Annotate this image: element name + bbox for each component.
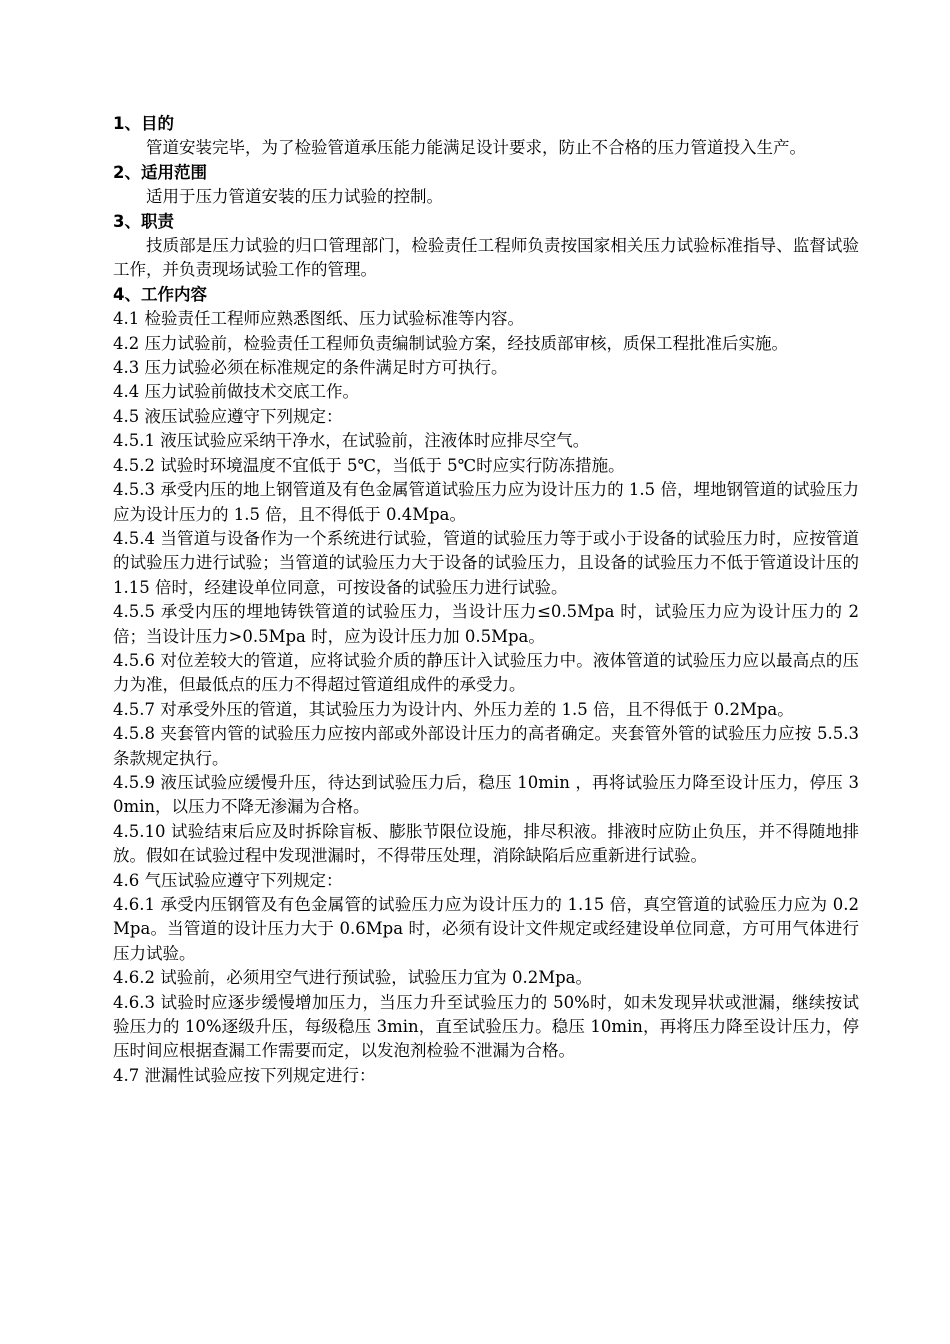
clause-4-3: 4.3 压力试验必须在标准规定的条件满足时方可执行。 bbox=[113, 358, 508, 378]
clause-4-5-4: 4.5.4 当管道与设备作为一个系统进行试验，管道的试验压力等于或小于设备的试验压力时，应按管道的试验压力进行试验；当管道的试验压力大于设备的试验压力，且设备的试验压力不低于管道设计压的 1.15 倍时，经建设单位同意，可按设备的试验压力进行试验。 bbox=[113, 528, 859, 597]
clause-4-5-2: 4.5.2 试验时环境温度不宜低于 5℃，当低于 5℃时应实行防冻措施。 bbox=[113, 455, 625, 475]
clause-4-1: 4.1 检验责任工程师应熟悉图纸、压力试验标准等内容。 bbox=[113, 309, 524, 329]
clause-4-5: 4.5 液压试验应遵守下列规定： bbox=[113, 406, 343, 426]
section-heading-purpose: 1、目的 bbox=[113, 114, 174, 133]
section-heading-scope: 2、适用范围 bbox=[113, 162, 207, 182]
clause-4-5-6: 4.5.6 对位差较大的管道，应将试验介质的静压计入试验压力中。液体管道的试验压力应以最高点的压力为准，但最低点的压力不得超过管道组成件的承受力。 bbox=[113, 650, 859, 695]
clause-4-5-7: 4.5.7 对承受外压的管道，其试验压力为设计内、外压力差的 1.5 倍，且不得低于 0.2Mpa。 bbox=[113, 699, 794, 719]
clause-4-4: 4.4 压力试验前做技术交底工作。 bbox=[113, 382, 359, 402]
clause-4-5-8: 4.5.8 夹套管内管的试验压力应按内部或外部设计压力的高者确定。夹套管外管的试验压力应按 5.5.3 条款规定执行。 bbox=[113, 724, 859, 768]
document-page bbox=[113, 112, 859, 1088]
paragraph-responsibility: 技质部是压力试验的归口管理部门，检验责任工程师负责按国家相关压力试验标准指导、监督试验工作，并负责现场试验工作的管理。 bbox=[113, 236, 859, 280]
clause-4-5-1: 4.5.1 液压试验应采纳干净水，在试验前，注液体时应排尽空气。 bbox=[113, 431, 590, 451]
clause-4-6-1: 4.6.1 承受内压钢管及有色金属管的试验压力应为设计压力的 1.15 倍，真空管道的试验压力应为 0.2Mpa。当管道的设计压力大于 0.6Mpa 时，必须有设计文件规定或经建设单位同意，方可用气体进行压力试验。 bbox=[113, 895, 859, 963]
paragraph-scope: 适用于压力管道安装的压力试验的控制。 bbox=[146, 187, 443, 207]
section-heading-responsibility: 3、职责 bbox=[113, 211, 174, 231]
paragraph-purpose: 管道安装完毕，为了检验管道承压能力能满足设计要求，防止不合格的压力管道投入生产。 bbox=[146, 138, 806, 158]
clause-4-5-9: 4.5.9 液压试验应缓慢升压，待达到试验压力后，稳压 10min ，再将试验压力降至设计压力，停压 30min，以压力不降无渗漏为合格。 bbox=[113, 772, 859, 817]
clause-4-6-2: 4.6.2 试验前，必须用空气进行预试验，试验压力宜为 0.2Mpa。 bbox=[113, 968, 593, 988]
section-heading-work-content: 4、工作内容 bbox=[113, 284, 207, 304]
clause-4-5-5: 4.5.5 承受内压的埋地铸铁管道的试验压力，当设计压力≤0.5Mpa 时，试验压力应为设计压力的 2 倍；当设计压力>0.5Mpa 时，应为设计压力加 0.5Mpa。 bbox=[113, 602, 859, 646]
clause-4-6-3: 4.6.3 试验时应逐步缓慢增加压力，当压力升至试验压力的 50%时，如未发现异状或泄漏，继续按试验压力的 10%逐级升压，每级稳压 3min，直至试验压力。稳压 10min，再将压力降至设计压力，停压时间应根据查漏工作需要而定，以发泡剂检验不泄漏为合格。 bbox=[113, 992, 859, 1061]
clause-4-6: 4.6 气压试验应遵守下列规定： bbox=[113, 870, 343, 890]
clause-4-5-3: 4.5.3 承受内压的地上钢管道及有色金属管道试验压力应为设计压力的 1.5 倍，埋地钢管道的试验压力应为设计压力的 1.5 倍，且不得低于 0.4Mpa。 bbox=[113, 480, 859, 524]
clause-4-2: 4.2 压力试验前，检验责任工程师负责编制试验方案，经技质部审核，质保工程批准后实施。 bbox=[113, 333, 788, 353]
clause-4-7: 4.7 泄漏性试验应按下列规定进行： bbox=[113, 1065, 376, 1085]
clause-4-5-10: 4.5.10 试验结束后应及时拆除盲板、膨胀节限位设施，排尽积液。排液时应防止负压，并不得随地排放。假如在试验过程中发现泄漏时，不得带压处理，消除缺陷后应重新进行试验。 bbox=[113, 821, 859, 866]
